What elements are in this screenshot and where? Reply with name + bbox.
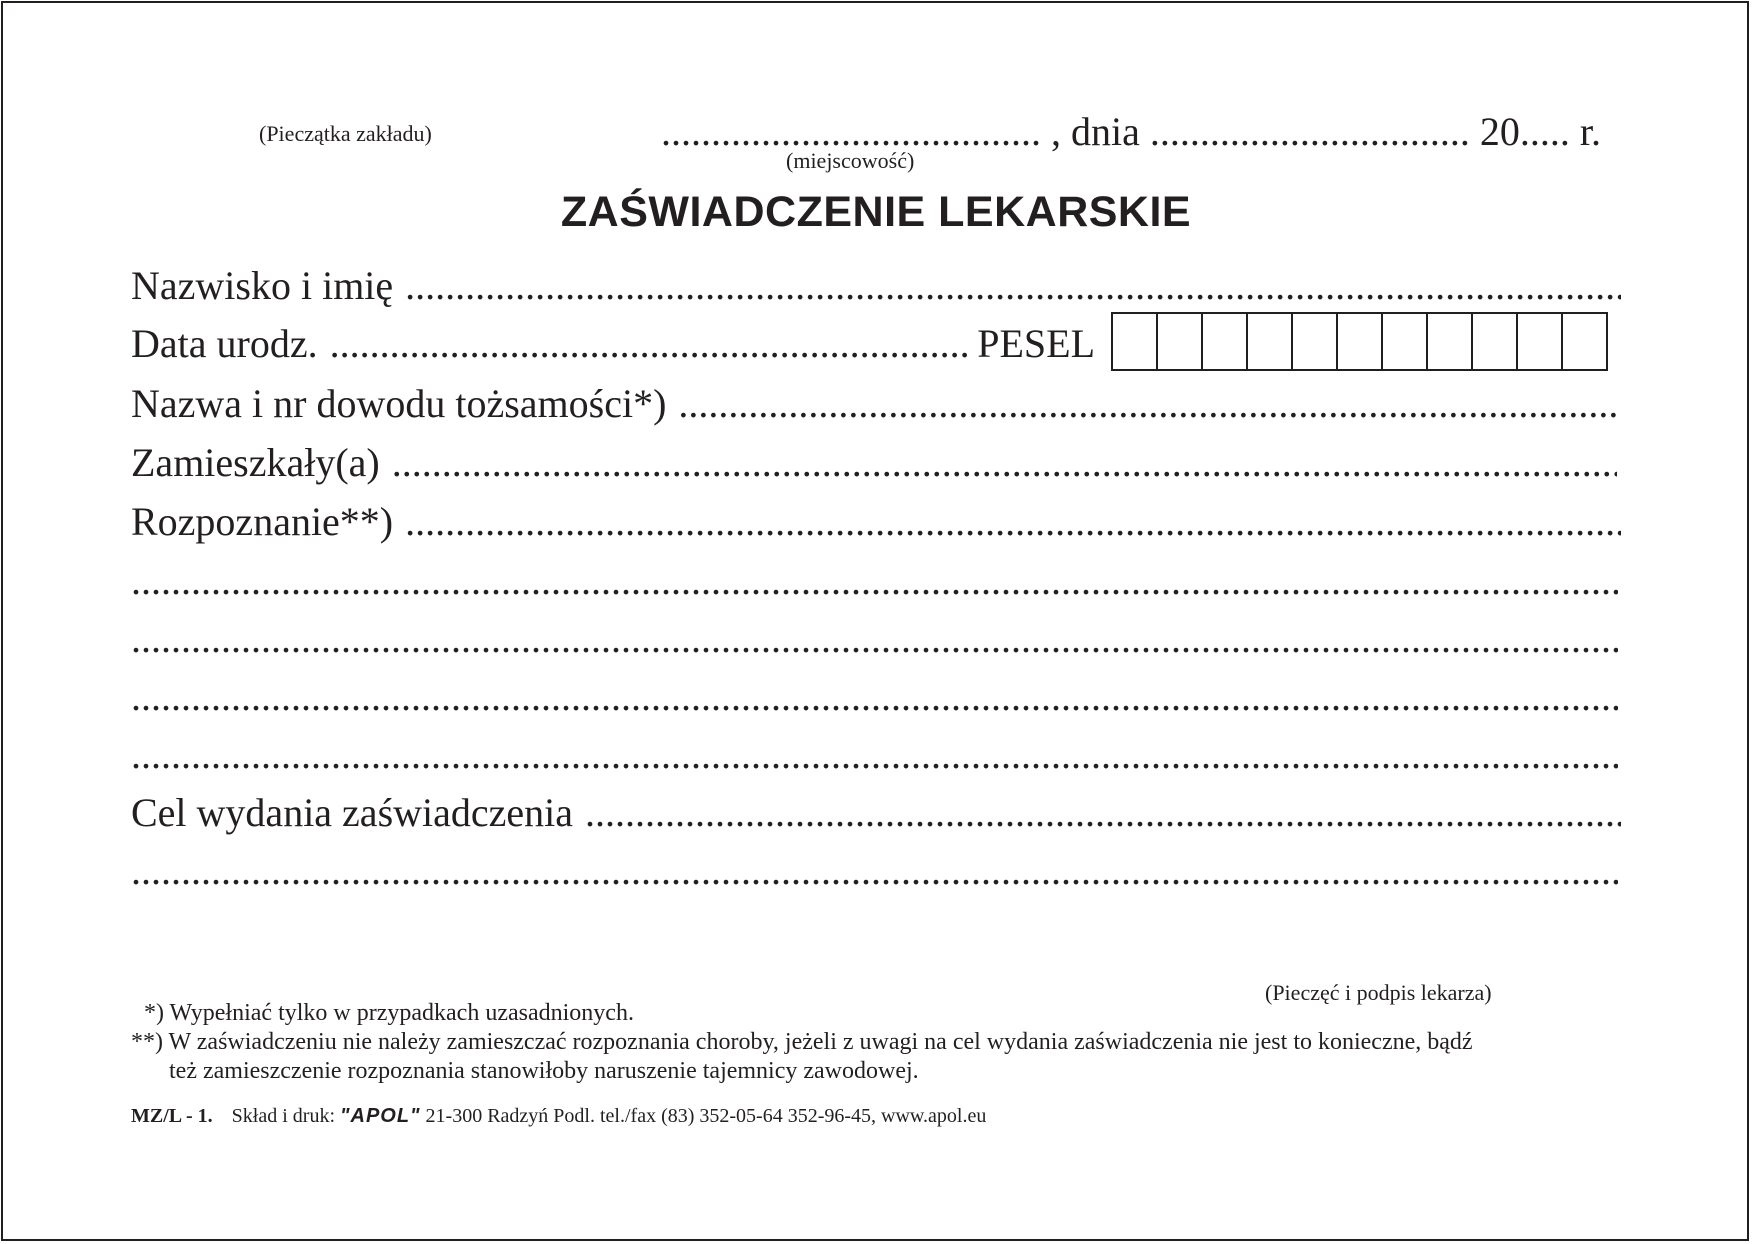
doctor-signature-label: (Pieczęć i podpis lekarza) (1265, 980, 1492, 1005)
diagnosis-dotted-line[interactable] (405, 500, 1621, 544)
birth-label: Data urodz. (131, 321, 318, 366)
diagnosis-line-5[interactable] (131, 733, 1618, 777)
print-prefix: Skład i druk: (231, 1105, 336, 1127)
pesel-digit-box[interactable] (1338, 314, 1383, 369)
pesel-digit-box[interactable] (1518, 314, 1563, 369)
dotted-line[interactable] (131, 675, 1618, 719)
id-document-field[interactable] (131, 382, 1621, 426)
birth-dotted-line[interactable] (330, 322, 968, 366)
publisher-logo: "APOL" (340, 1105, 421, 1127)
place-date-line[interactable]: ...................................... , dnia ................................ 20..... r. (661, 109, 1601, 154)
name-field[interactable] (131, 264, 1621, 308)
dotted-line[interactable] (131, 559, 1618, 603)
pesel-digit-box[interactable] (1158, 314, 1203, 369)
diagnosis-field[interactable] (131, 500, 1621, 544)
address-dotted-line[interactable] (392, 441, 1617, 485)
id-label: Nazwa i nr dowodu tożsamości*) (131, 381, 667, 426)
pesel-digit-box[interactable] (1248, 314, 1293, 369)
footnote-2-line-2: też zamieszczenie rozpoznania stanowiłoby naruszenie tajemnicy zawodowej. (169, 1058, 919, 1084)
print-info (131, 1105, 986, 1128)
name-label: Nazwisko i imię (131, 263, 394, 308)
pesel-digit-box[interactable] (1563, 314, 1608, 369)
publisher-details: 21-300 Radzyń Podl. tel./fax (83) 352-05-64 352-96-45, www.apol.eu (425, 1105, 987, 1127)
footnote-2-line-1: **) W zaświadczeniu nie należy zamieszczać rozpoznania choroby, jeżeli z uwagi na cel wydania zaświadczenia nie jest to konieczne, bądź (131, 1029, 1473, 1055)
purpose-field[interactable] (131, 791, 1621, 835)
pesel-digit-box[interactable] (1293, 314, 1338, 369)
address-label: Zamieszkały(a) (131, 440, 380, 485)
name-dotted-line[interactable] (405, 264, 1621, 308)
dotted-line[interactable] (131, 617, 1618, 661)
purpose-label: Cel wydania zaświadczenia (131, 790, 574, 835)
dotted-line[interactable] (131, 733, 1618, 777)
pesel-label: PESEL (977, 321, 1095, 366)
purpose-dotted-line[interactable] (585, 791, 1621, 835)
diagnosis-label: Rozpoznanie**) (131, 499, 394, 544)
diagnosis-line-3[interactable] (131, 617, 1618, 661)
pesel-digit-box[interactable] (1113, 314, 1158, 369)
id-dotted-line[interactable] (678, 382, 1621, 426)
dotted-line[interactable] (131, 849, 1618, 893)
diagnosis-line-4[interactable] (131, 675, 1618, 719)
page-title: ZAŚWIADCZENIE LEKARSKIE (560, 188, 1192, 236)
address-field[interactable] (131, 441, 1617, 485)
footnote-1: *) Wypełniać tylko w przypadkach uzasadnionych. (144, 1000, 634, 1026)
pesel-digit-box[interactable] (1383, 314, 1428, 369)
birth-date-field[interactable] (131, 322, 1105, 366)
pesel-digit-box[interactable] (1203, 314, 1248, 369)
pesel-digit-box[interactable] (1428, 314, 1473, 369)
purpose-line-2[interactable] (131, 849, 1618, 893)
pesel-boxes[interactable] (1111, 312, 1608, 371)
stamp-label: (Pieczątka zakładu) (259, 121, 432, 146)
place-caption: (miejscowość) (786, 148, 915, 173)
pesel-digit-box[interactable] (1473, 314, 1518, 369)
form-code: MZ/L - 1. (131, 1105, 213, 1127)
diagnosis-line-2[interactable] (131, 559, 1618, 603)
